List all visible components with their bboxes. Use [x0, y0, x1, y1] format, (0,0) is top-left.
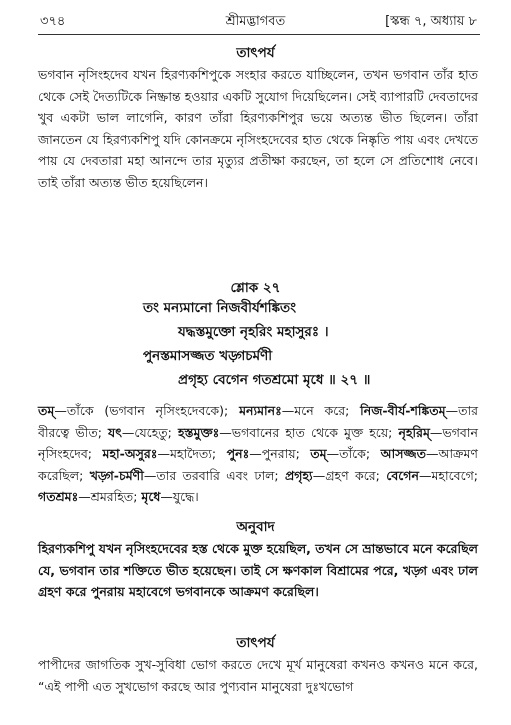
synonym-word: নিজ-বীর্য-শঙ্কিতম্: [360, 403, 446, 418]
page-header: [0, 10, 511, 32]
translation-text: হিরণ্যকশিপু যখন নৃসিংহদেবের হস্ত থেকে মুক্ত হয়েছিল, তখন সে ভ্রান্তভাবে মনে করেছিল যে, ভগবান তার শক্তিতে ভীত হয়েছেন। তাই সে ক্ষণকাল বিশ্রামের পরে, খড়্গ এবং ঢাল গ্রহণ করে পুনরায় মহাবেগে ভগবানকে আক্রমণ করেছিল।: [38, 541, 478, 599]
synonym-word: যৎ: [108, 424, 122, 440]
synonym-meaning: —মহাবেগে;: [418, 467, 479, 483]
synonym-word: আসজ্জত: [380, 446, 426, 461]
purport-text: ভগবান নৃসিংহদেব যখন হিরণ্যকশিপুকে সংহার করতে যাচ্ছিলেন, তখন ভগবান তাঁর হাত থেকে সেই দৈত্যটিকে নিষ্ক্রান্ত হওয়ার একটি সুযোগ দিয়েছিলেন। সেই ব্যাপারটি দেবতাদের খুব একটা ভাল লাগেনি, কারণ তাঁরা হিরণ্যকশিপুর ভয়ে অত্যন্ত ভীত ছিলেন। তাঁরা জানতেন যে হিরণ্যকশিপু যদি কোনক্রমে নৃসিংহদেবের হাত থেকে নিষ্কৃতি পায় এবং দেখতে পায় যে দেবতারা মহা আনন্দে তার মৃত্যুর প্রতীক্ষা করছেন, তা হলে সে প্রতিশোধ নেবে। তাই তাঁরা অত্যন্ত ভীত হয়েছিলেন।: [38, 67, 478, 190]
purport-heading-2: তাৎপর্য: [236, 635, 275, 651]
synonym-meaning: —তার তরবারি এবং ঢাল;: [143, 467, 285, 483]
synonym-word: হস্তমুক্তঃ: [177, 424, 220, 440]
book-title: শ্রীমদ্ভাগবত: [225, 14, 286, 29]
synonym-meaning: —তাঁকে;: [326, 446, 381, 461]
verse-line-3: পুনস্তমাসজ্জত খড়্গচর্মণী: [143, 348, 273, 364]
synonym-meaning: —তার বীরত্বে ভীত;: [38, 403, 478, 440]
verse-heading: শ্লোক ২৭: [230, 280, 281, 296]
purport-heading: তাৎপর্য: [236, 45, 275, 61]
purport-text-2: পাপীদের জাগতিক সুখ-সুবিধা ভোগ করতে দেখে মূর্খ মানুষেরা কখনও কখনও মনে করে, “এই পাপী এত সুখভোগ করছে আর পুণ্যবান মানুষেরা দুঃখভোগ: [38, 657, 478, 694]
page-number: ৩৭৪: [40, 14, 66, 29]
verse-line-2: যদ্ধস্তমুক্তো নৃহরিং মহাসুরঃ ।: [178, 324, 329, 340]
synonym-word: মহা-অসুরঃ: [102, 446, 158, 461]
synonym-word: প্রগৃহ্য: [284, 467, 313, 483]
synonym-meaning: —পুনরায়;: [249, 446, 311, 461]
synonym-meaning: —ভগবান নৃসিংহদেব;: [38, 424, 478, 461]
synonym-meaning: —মনে করে;: [281, 403, 361, 418]
synonym-word: তম্: [38, 403, 55, 418]
synonym-meaning: —ভগবানের হাত থেকে মুক্ত হয়ে;: [219, 424, 399, 440]
synonym-word: নৃহরিম্: [398, 424, 430, 440]
synonym-word: পুনঃ: [226, 446, 250, 461]
chapter-reference: [স্কন্ধ ৭, অধ্যায় ৮: [385, 14, 477, 29]
synonym-word: খড়্গ-চর্মণী: [89, 467, 144, 483]
synonyms: [38, 400, 478, 508]
header-rule: [38, 34, 480, 35]
translation-heading: অনুবাদ: [236, 519, 275, 535]
synonym-word: তম্: [310, 446, 327, 461]
synonym-meaning: —আক্রমণ করেছিল;: [38, 446, 478, 483]
synonym-meaning: —তাঁকে (ভগবান নৃসিংহদেবকে);: [54, 403, 240, 418]
synonym-meaning: —শ্রমরহিত;: [78, 489, 142, 504]
synonym-word: বেগেন: [386, 467, 419, 483]
verse-line-4: প্রগৃহ্য বেগেন গতশ্রমো মৃধে ॥ ২৭ ॥: [178, 372, 371, 388]
synonym-meaning: —গ্রহণ করে;: [312, 467, 387, 483]
synonym-meaning: —যেহেতু;: [121, 424, 178, 440]
synonym-word: গতশ্রমঃ: [38, 489, 79, 504]
synonym-word: মন্যমানঃ: [239, 403, 282, 418]
synonym-meaning: —যুদ্ধে।: [160, 489, 199, 504]
synonym-meaning: —মহাদৈত্য;: [157, 446, 227, 461]
synonym-word: মৃধে: [141, 489, 161, 504]
verse-line-1: তং মন্যমানো নিজবীর্যশঙ্কিতং: [143, 300, 297, 316]
